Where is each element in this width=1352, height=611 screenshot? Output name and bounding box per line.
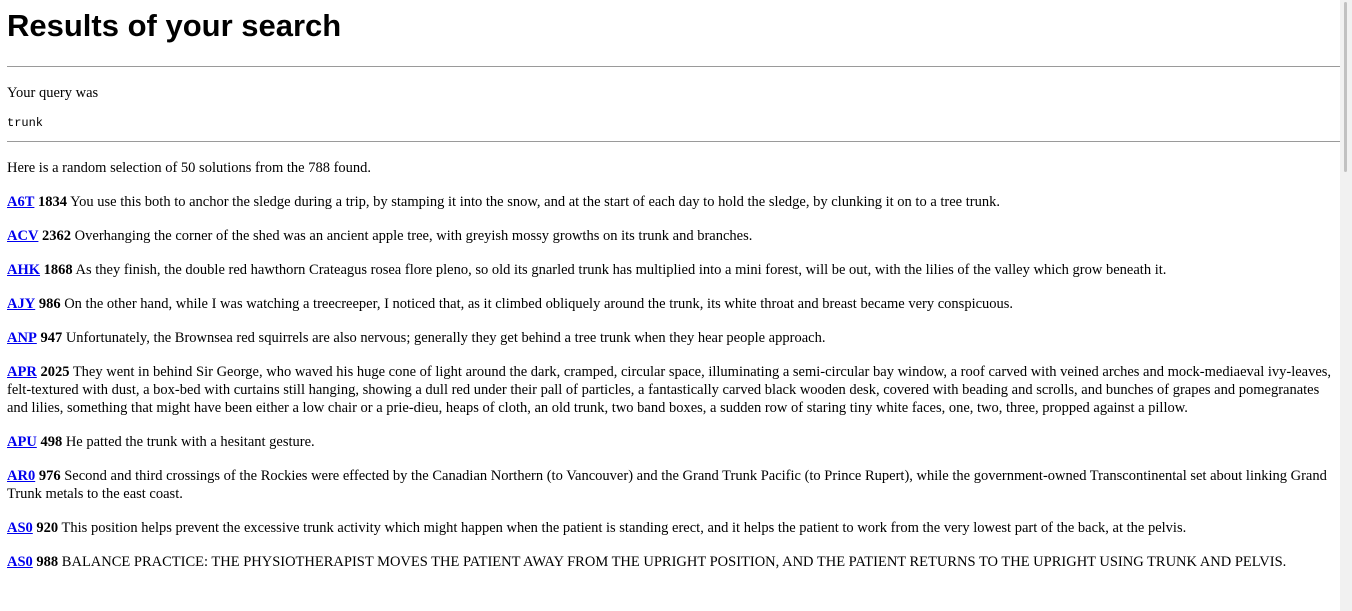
result-item bbox=[7, 363, 1340, 417]
result-text: Unfortunately, the Brownsea red squirrels are also nervous; generally they get behind a tree trunk when they hear people approach. bbox=[65, 330, 826, 346]
result-item bbox=[7, 553, 1340, 571]
query-text: trunk bbox=[7, 116, 44, 130]
result-number: 920 bbox=[36, 520, 59, 536]
result-number: 498 bbox=[40, 434, 63, 450]
result-text: BALANCE PRACTICE: THE PHYSIOTHERAPIST MOVES THE PATIENT AWAY FROM THE UPRIGHT POSITION, AND THE PATIENT RETURNS TO THE UPRIGHT USING TRUNK AND PELVIS. bbox=[61, 554, 1287, 570]
result-number: 2362 bbox=[42, 228, 72, 244]
result-item bbox=[7, 295, 1340, 313]
result-source-link[interactable]: AS0 bbox=[7, 554, 33, 570]
result-number: 1834 bbox=[38, 194, 68, 210]
results-list bbox=[7, 193, 1340, 571]
result-number: 947 bbox=[40, 330, 63, 346]
result-number: 986 bbox=[38, 296, 61, 312]
result-source-link[interactable]: ACV bbox=[7, 228, 39, 244]
divider-top bbox=[7, 66, 1340, 67]
result-number: 2025 bbox=[40, 364, 70, 380]
result-item bbox=[7, 227, 1340, 245]
result-number: 1868 bbox=[43, 262, 73, 278]
results-summary: Here is a random selection of 50 solutions from the 788 found. bbox=[7, 160, 372, 176]
query-label: Your query was bbox=[7, 85, 99, 101]
result-text: As they finish, the double red hawthorn Crateagus rosea flore pleno, so old its gnarled trunk has multiplied into a mini forest, will be out, with the lilies of the valley which grow beneath it. bbox=[75, 262, 1167, 278]
result-item bbox=[7, 519, 1340, 537]
result-number: 976 bbox=[38, 468, 61, 484]
result-source-link[interactable]: AHK bbox=[7, 262, 41, 278]
result-text: This position helps prevent the excessive trunk activity which might happen when the patient is standing erect, and it helps the patient to work from the very lowest part of the back, at the pelvis. bbox=[61, 520, 1187, 536]
result-text: Overhanging the corner of the shed was an ancient apple tree, with greyish mossy growths on its trunk and branches. bbox=[74, 228, 753, 244]
result-source-link[interactable]: A6T bbox=[7, 194, 35, 210]
page-content bbox=[7, 0, 1340, 587]
scrollbar-thumb[interactable] bbox=[1344, 2, 1347, 172]
result-source-link[interactable]: AJY bbox=[7, 296, 36, 312]
vertical-scrollbar[interactable] bbox=[1340, 0, 1352, 611]
result-item bbox=[7, 467, 1340, 503]
result-item bbox=[7, 433, 1340, 451]
result-source-link[interactable]: ANP bbox=[7, 330, 37, 346]
result-source-link[interactable]: AS0 bbox=[7, 520, 33, 536]
result-source-link[interactable]: APU bbox=[7, 434, 37, 450]
result-text: He patted the trunk with a hesitant gesture. bbox=[65, 434, 315, 450]
result-source-link[interactable]: AR0 bbox=[7, 468, 36, 484]
result-text: You use this both to anchor the sledge during a trip, by stamping it into the snow, and at the start of each day to hold the sledge, by clunking it on to a tree trunk. bbox=[70, 194, 1000, 210]
page-title: Results of your search bbox=[7, 8, 342, 43]
result-item bbox=[7, 329, 1340, 347]
result-text: They went in behind Sir George, who waved his huge cone of light around the dark, cramped, circular space, illuminating a semi-circular bay window, a roof carved with veined arches and mock-mediaeval ivy-leaves, felt-textured with dust, a box-bed with curtains still hanging, showing a dull red under their pall of particles, a fantastically carved black wooden desk, covered with beading and scrolls, and bunches of grapes and pomegranates and lilies, something that might have been either a low chair or a prie-dieu, heaps of cloth, an old trunk, two band boxes, a sudden row of staring tiny white faces, one, two, three, propped against a pillow. bbox=[7, 364, 1332, 416]
divider-query bbox=[7, 141, 1340, 142]
result-item bbox=[7, 193, 1340, 211]
result-number: 988 bbox=[36, 554, 59, 570]
result-text: On the other hand, while I was watching a treecreeper, I noticed that, as it climbed obliquely around the trunk, its white throat and breast became very conspicuous. bbox=[64, 296, 1014, 312]
result-source-link[interactable]: APR bbox=[7, 364, 37, 380]
result-text: Second and third crossings of the Rockies were effected by the Canadian Northern (to Vancouver) and the Grand Trunk Pacific (to Prince Rupert), while the government-owned Transcontinental set about linking Grand Trunk metals to the east coast. bbox=[7, 468, 1327, 502]
result-item bbox=[7, 261, 1340, 279]
